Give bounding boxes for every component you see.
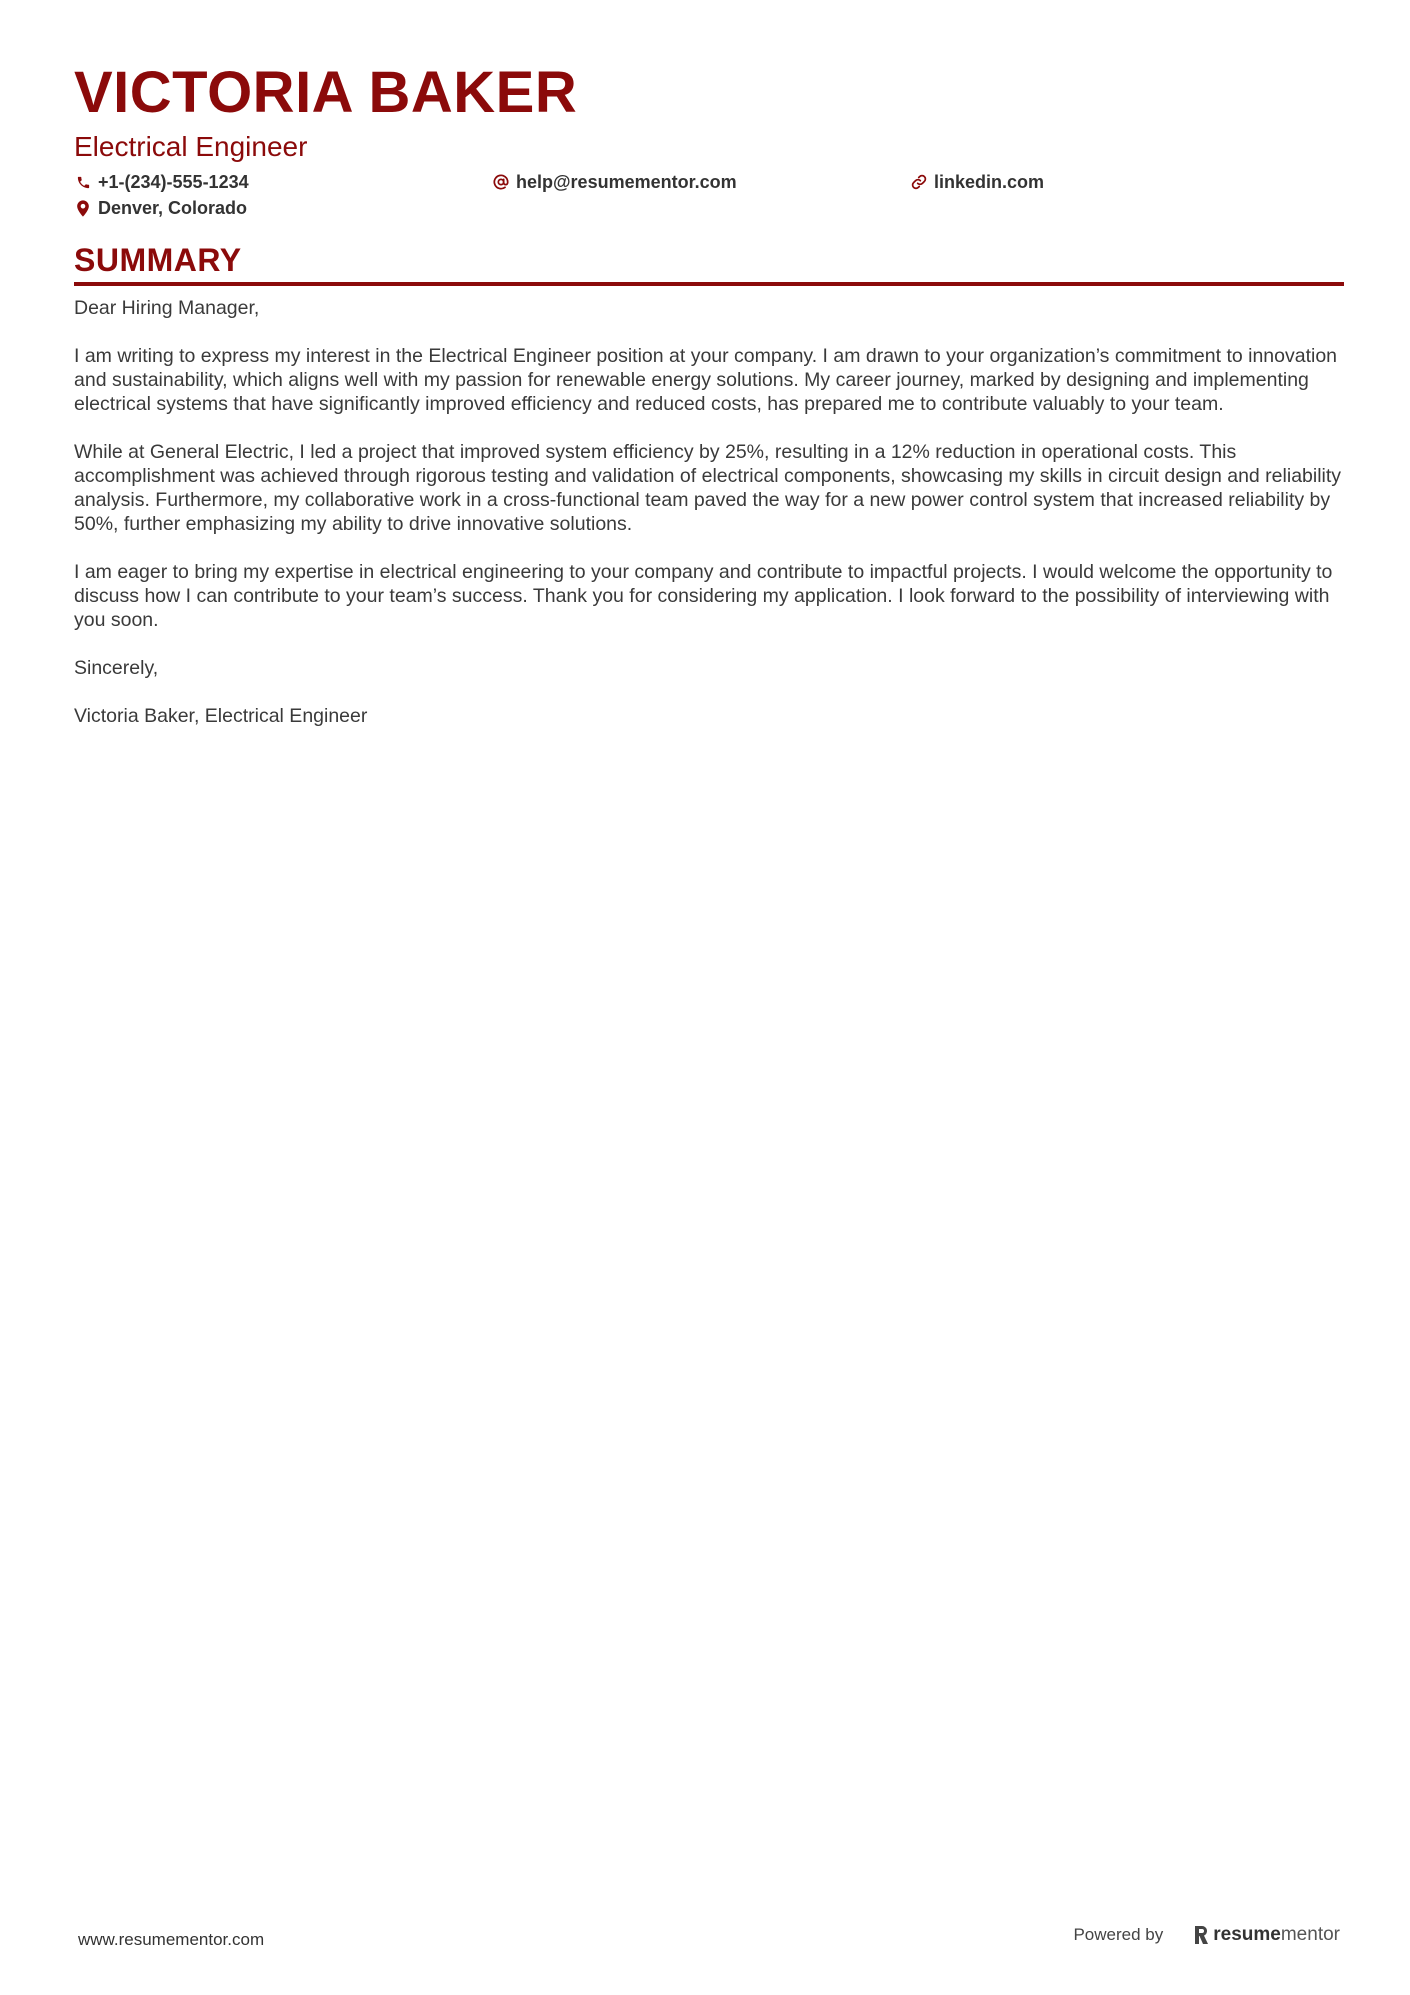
closing: Sincerely,: [74, 657, 159, 679]
contact-location: [74, 196, 247, 220]
brand-name-bold: resume: [1213, 1924, 1281, 1945]
location-text: Denver, Colorado: [98, 197, 248, 218]
brand-name-light: mentor: [1280, 1924, 1340, 1945]
powered-by-label: Powered by: [1073, 1925, 1164, 1944]
header: [74, 58, 1344, 226]
map-pin-icon: [74, 199, 92, 217]
footer-website[interactable]: www.resumementor.com: [78, 1930, 265, 1949]
section-divider: [74, 282, 1344, 286]
footer-branding: [1073, 1924, 1340, 1946]
summary-section: [74, 240, 1344, 752]
resumementor-logo-icon: [1193, 1925, 1209, 1945]
email-text: help@resumementor.com: [516, 171, 737, 192]
section-title: SUMMARY: [74, 242, 242, 278]
candidate-name: VICTORIA BAKER: [74, 60, 578, 125]
candidate-role: Electrical Engineer: [74, 131, 308, 162]
contact-phone[interactable]: [74, 170, 249, 194]
letter-paragraph: I am eager to bring my expertise in electrical engineering to your company and contribute to impactful projects. I would welcome the opportunity to discuss how I can contribute to your team’s success. Thank you for considering my application. I look forward to the possibility of interviewing with you soon.: [74, 561, 1333, 631]
letter-paragraph: While at General Electric, I led a project that improved system efficiency by 25%, resulting in a 12% reduction in operational costs. This accomplishment was achieved through rigorous testing and validation of electrical components, showcasing my skills in circuit design and reliability analysis. Furthermore, my collaborative work in a cross-functional team paved the way for a new power control system that increased reliability by 50%, further emphasizing my ability to drive innovative solutions.: [74, 441, 1342, 535]
letter-paragraph: I am writing to express my interest in the Electrical Engineer position at your company. I am drawn to your organization’s commitment to innovation and sustainability, which aligns well with my passion for renewable energy solutions. My career journey, marked by designing and implementing electrical systems that have significantly improved efficiency and reduced costs, has prepared me to contribute valuably to your team.: [74, 345, 1338, 415]
letter-body: [74, 296, 1344, 728]
phone-text: +1-(234)-555-1234: [98, 171, 249, 192]
contact-list: [74, 170, 1344, 226]
phone-icon: [74, 173, 92, 191]
signature: Victoria Baker, Electrical Engineer: [74, 705, 368, 727]
resumementor-logo[interactable]: [1193, 1924, 1340, 1946]
contact-linkedin[interactable]: [910, 170, 1044, 194]
link-icon: [910, 173, 928, 191]
salutation: Dear Hiring Manager,: [74, 297, 260, 319]
linkedin-text: linkedin.com: [934, 171, 1045, 192]
contact-email[interactable]: [492, 170, 737, 194]
at-sign-icon: [492, 173, 510, 191]
